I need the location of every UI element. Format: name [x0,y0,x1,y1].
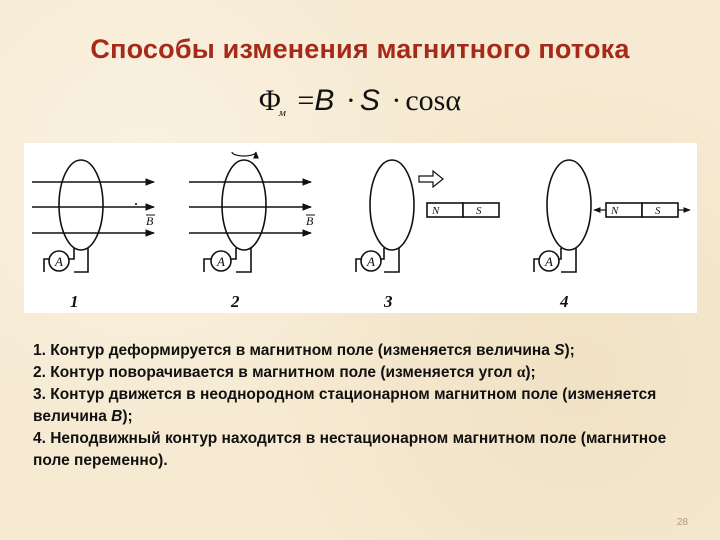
method-item [33,340,693,362]
method-tail: ); [122,408,133,425]
wire [384,248,399,272]
formula-s: S [359,84,380,117]
circuit-diagrams-svg [24,143,697,313]
ammeter-label: A [217,254,225,269]
magnet-s-label: S [476,205,482,217]
diagram-number: 3 [384,292,393,311]
method-text: 4. Неподвижный контур находится в нестационарном магнитном поле (магнитное поле переменно). [33,430,667,469]
ammeter-label: A [545,254,553,269]
wire [561,248,576,272]
method-item [33,384,693,428]
ammeter-label: A [367,254,375,269]
method-text: 3. Контур движется в неоднородном стационарном магнитном поле (изменяется величина [33,386,657,425]
diagram-1 [32,160,154,272]
magnetic-flux-formula [0,84,720,119]
coil-loop [370,160,414,250]
method-variable: B [111,408,123,425]
rotation-arrow-icon [232,152,256,156]
diagram-2 [189,152,311,272]
coil-loop [222,160,266,250]
method-item [33,428,693,472]
ammeter-label: A [55,254,63,269]
formula-dot-1: · [345,84,356,117]
formula-cos: cos [405,84,446,117]
slide-title: Способы изменения магнитного потока [90,34,630,64]
formula-b: B [314,84,335,117]
field-label: B [146,214,154,228]
method-tail: ); [564,342,575,359]
coil-loop [59,160,103,250]
coil-loop [547,160,591,250]
wire [74,248,88,272]
formula-subscript: м [278,107,286,119]
method-tail: ); [525,364,536,381]
magnet-s-label: S [655,205,661,217]
wire [236,248,251,272]
formula-equals: = [297,84,315,117]
diagram-number: 4 [560,292,569,311]
method-text: 1. Контур деформируется в магнитном поле (изменяется величина [33,342,555,359]
circuit-diagrams [24,143,697,313]
method-variable: α [516,364,526,381]
magnet-n-label: N [432,205,440,217]
formula-alpha: α [445,84,462,117]
field-label: B [306,214,314,228]
diagram-number: 1 [70,292,79,311]
diagram-number: 2 [231,292,240,311]
method-item [33,362,693,384]
method-text: 2. Контур поворачивается в магнитном поле (изменяется угол [33,364,517,381]
motion-arrow-icon [419,171,443,187]
method-variable: S [554,342,565,359]
magnet-n-label: N [611,205,619,217]
method-list [33,340,693,472]
formula-dot-2: · [391,84,402,117]
page-number: 28 [676,517,688,528]
formula-phi: Φ [258,84,281,117]
